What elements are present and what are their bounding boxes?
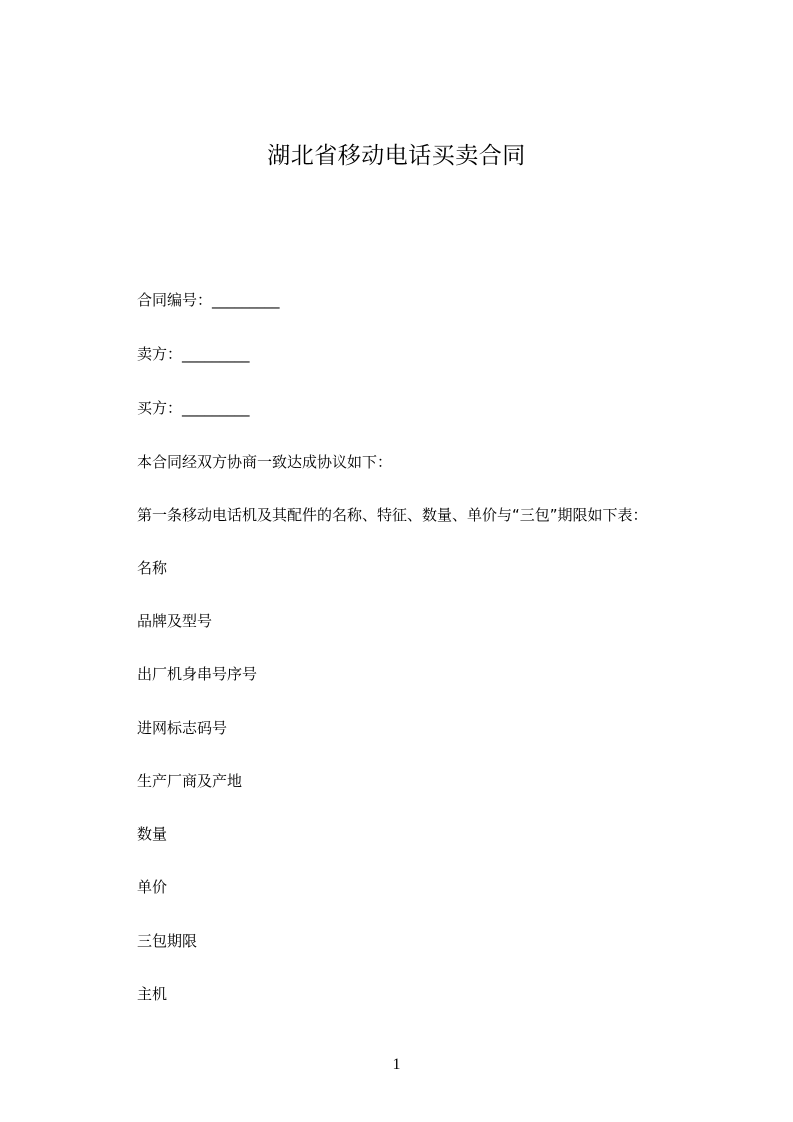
- table-label-main-unit: 主机: [137, 985, 168, 1003]
- document-title: 湖北省移动电话买卖合同: [267, 143, 526, 169]
- table-label-warranty-period: 三包期限: [137, 932, 198, 950]
- table-label-name: 名称: [137, 559, 168, 577]
- table-label-manufacturer: 生产厂商及产地: [137, 772, 243, 790]
- table-label-network-code: 进网标志码号: [137, 719, 228, 737]
- article-one-line: 第一条移动电话机及其配件的名称、特征、数量、单价与“三包”期限如下表：: [137, 506, 648, 524]
- seller-line: 卖方：_________: [137, 345, 250, 363]
- contract-number-line: 合同编号：_________: [137, 291, 280, 309]
- page-number: 1: [392, 1056, 401, 1073]
- table-label-brand-model: 品牌及型号: [137, 612, 213, 630]
- buyer-line: 买方：_________: [137, 399, 250, 417]
- table-label-unit-price: 单价: [137, 878, 168, 896]
- agreement-intro-line: 本合同经双方协商一致达成协议如下：: [137, 453, 393, 471]
- table-label-serial-number: 出厂机身串号序号: [137, 665, 258, 683]
- table-label-quantity: 数量: [137, 825, 168, 843]
